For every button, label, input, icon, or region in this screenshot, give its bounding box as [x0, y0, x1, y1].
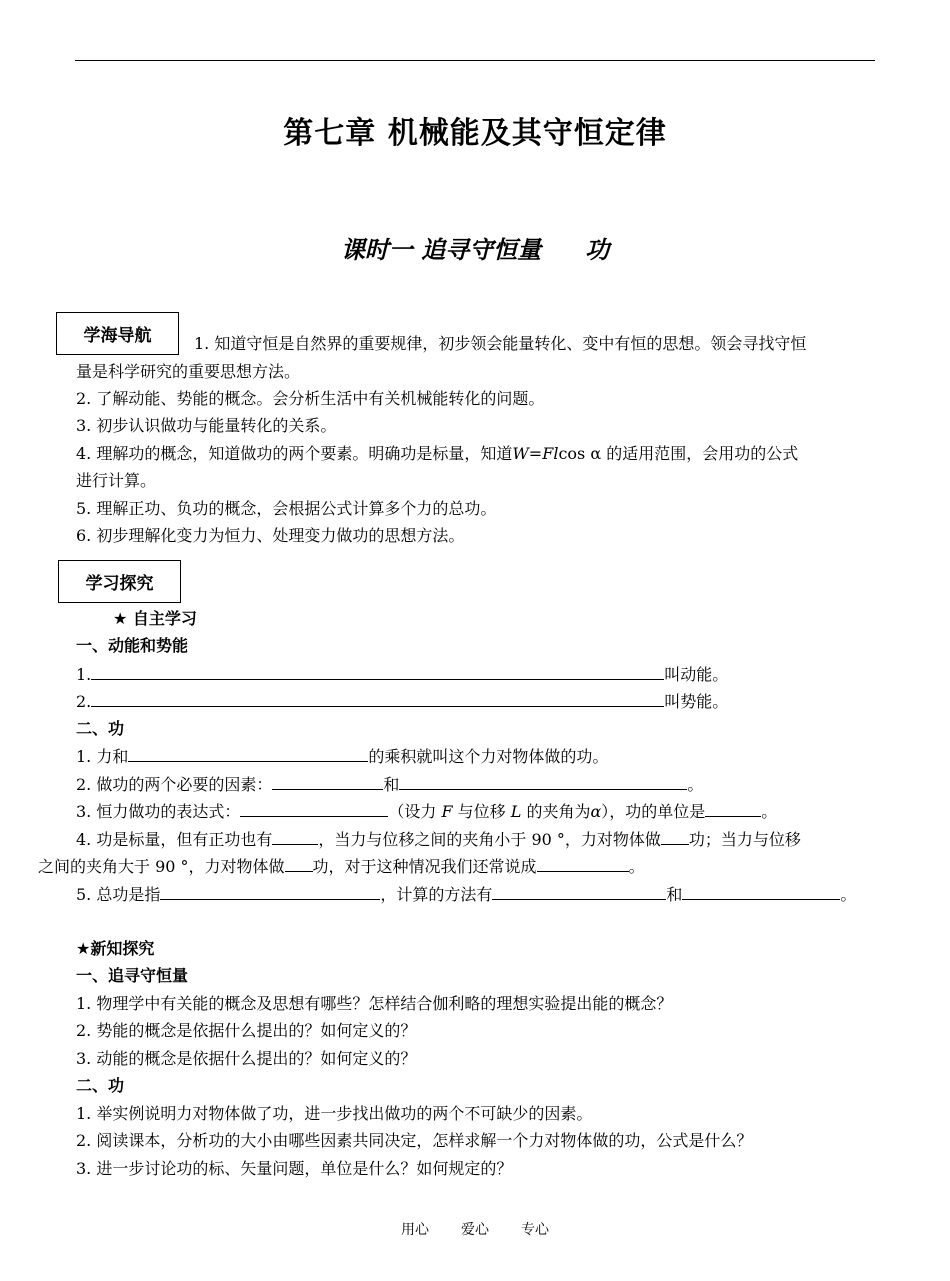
work-q5-blank-c[interactable] [682, 882, 840, 900]
work-formula: W=Fl [512, 444, 559, 463]
guide-heading-box: 学海导航 [56, 312, 179, 355]
guide-item-5: 5. 理解正功、负功的概念，会根据公式计算多个力的总功。 [76, 499, 497, 518]
work-section-title: 二、功 [76, 1076, 125, 1095]
self-study-heading: ★ 自主学习 [113, 609, 197, 628]
kinetic-energy-blank[interactable] [91, 662, 664, 680]
conserved-question-1: 1. 物理学中有关能的概念及思想有哪些？怎样结合伽利略的理想实验提出能的概念？ [76, 994, 673, 1013]
work-q5-blank-b[interactable] [492, 882, 666, 900]
work-q4-blank-d[interactable] [537, 854, 629, 872]
potential-energy-question: 2. 叫势能。 [76, 689, 728, 714]
work-explore-question-2: 2. 阅读课本，分析功的大小由哪些因素共同决定，怎样求解一个力对物体做的功，公式是什么？ [76, 1131, 753, 1150]
work-q2-blank-a[interactable] [272, 772, 383, 790]
lesson-title-topic: 功 [585, 236, 610, 264]
work-q4-blank-b[interactable] [661, 827, 689, 845]
work-explore-question-1: 1. 举实例说明力对物体做了功，进一步找出做功的两个不可缺少的因素。 [76, 1104, 593, 1123]
guide-item-6: 6. 初步理解化变力为恒力、处理变力做功的思想方法。 [76, 526, 465, 545]
work-question-5: 5. 总功是指 ，计算的方法有 和 。 [76, 882, 856, 907]
guide-item-2: 2. 了解动能、势能的概念。会分析生活中有关机械能转化的问题。 [76, 389, 545, 408]
kinetic-energy-question: 1. 叫动能。 [76, 662, 728, 687]
conserved-question-3: 3. 动能的概念是依据什么提出的？如何定义的？ [76, 1049, 417, 1068]
new-knowledge-heading: ★新知探究 [76, 939, 155, 958]
lesson-title [0, 230, 950, 265]
guide-item-1-cont: 量是科学研究的重要思想方法。 [76, 362, 301, 381]
guide-item-1: 1. 知道守恒是自然界的重要规律，初步领会能量转化、变中有恒的思想。领会寻找守恒 [194, 334, 807, 353]
conserved-quantity-title: 一、追寻守恒量 [76, 966, 189, 985]
page-footer: 用心 爱心 专心 [401, 1222, 549, 1238]
guide-item-4-cont: 进行计算。 [76, 471, 157, 490]
work-explore-question-3: 3. 进一步讨论功的标、矢量问题，单位是什么？如何规定的？ [76, 1159, 513, 1178]
work-q1-blank[interactable] [128, 744, 368, 762]
guide-item-3: 3. 初步认识做功与能量转化的关系。 [76, 416, 337, 435]
guide-item-4: 4. 理解功的概念，知道做功的两个要素。明确功是标量，知道W=Flcos α 的适用范围，会用功的公式 [76, 444, 799, 463]
work-q5-blank-a[interactable] [160, 882, 380, 900]
work-question-4-cont: 之间的夹角大于 90 °，力对物体做 功，对于这种情况我们还常说成 。 [38, 854, 645, 879]
chapter-title: 第七章 机械能及其守恒定律 [283, 116, 667, 151]
work-q2-blank-b[interactable] [399, 772, 687, 790]
explore-heading-box: 学习探究 [58, 560, 181, 603]
work-q4-blank-a[interactable] [272, 827, 318, 845]
work-question-4: 4. 功是标量，但有正功也有 ，当力与位移之间的夹角小于 90 °，力对物体做 功；当力与位移 [76, 827, 801, 852]
work-q4-blank-c[interactable] [285, 854, 313, 872]
conserved-question-2: 2. 势能的概念是依据什么提出的？如何定义的？ [76, 1021, 417, 1040]
work-q3-blank-formula[interactable] [240, 799, 388, 817]
section-1-title: 一、动能和势能 [76, 636, 189, 655]
header-rule [75, 60, 875, 61]
work-question-3: 3. 恒力做功的表达式： （设力 F 与位移 L 的夹角为α），功的单位是 。 [76, 799, 777, 824]
potential-energy-blank[interactable] [91, 689, 664, 707]
lesson-title-main: 课时一 追寻守恒量 [340, 236, 542, 264]
work-formula-cos: cos α [558, 444, 602, 463]
section-2-title: 二、功 [76, 719, 125, 738]
work-question-2: 2. 做功的两个必要的因素： 和 。 [76, 772, 703, 797]
work-question-1: 1. 力和 的乘积就叫这个力对物体做的功。 [76, 744, 608, 769]
work-q3-blank-unit[interactable] [705, 799, 761, 817]
